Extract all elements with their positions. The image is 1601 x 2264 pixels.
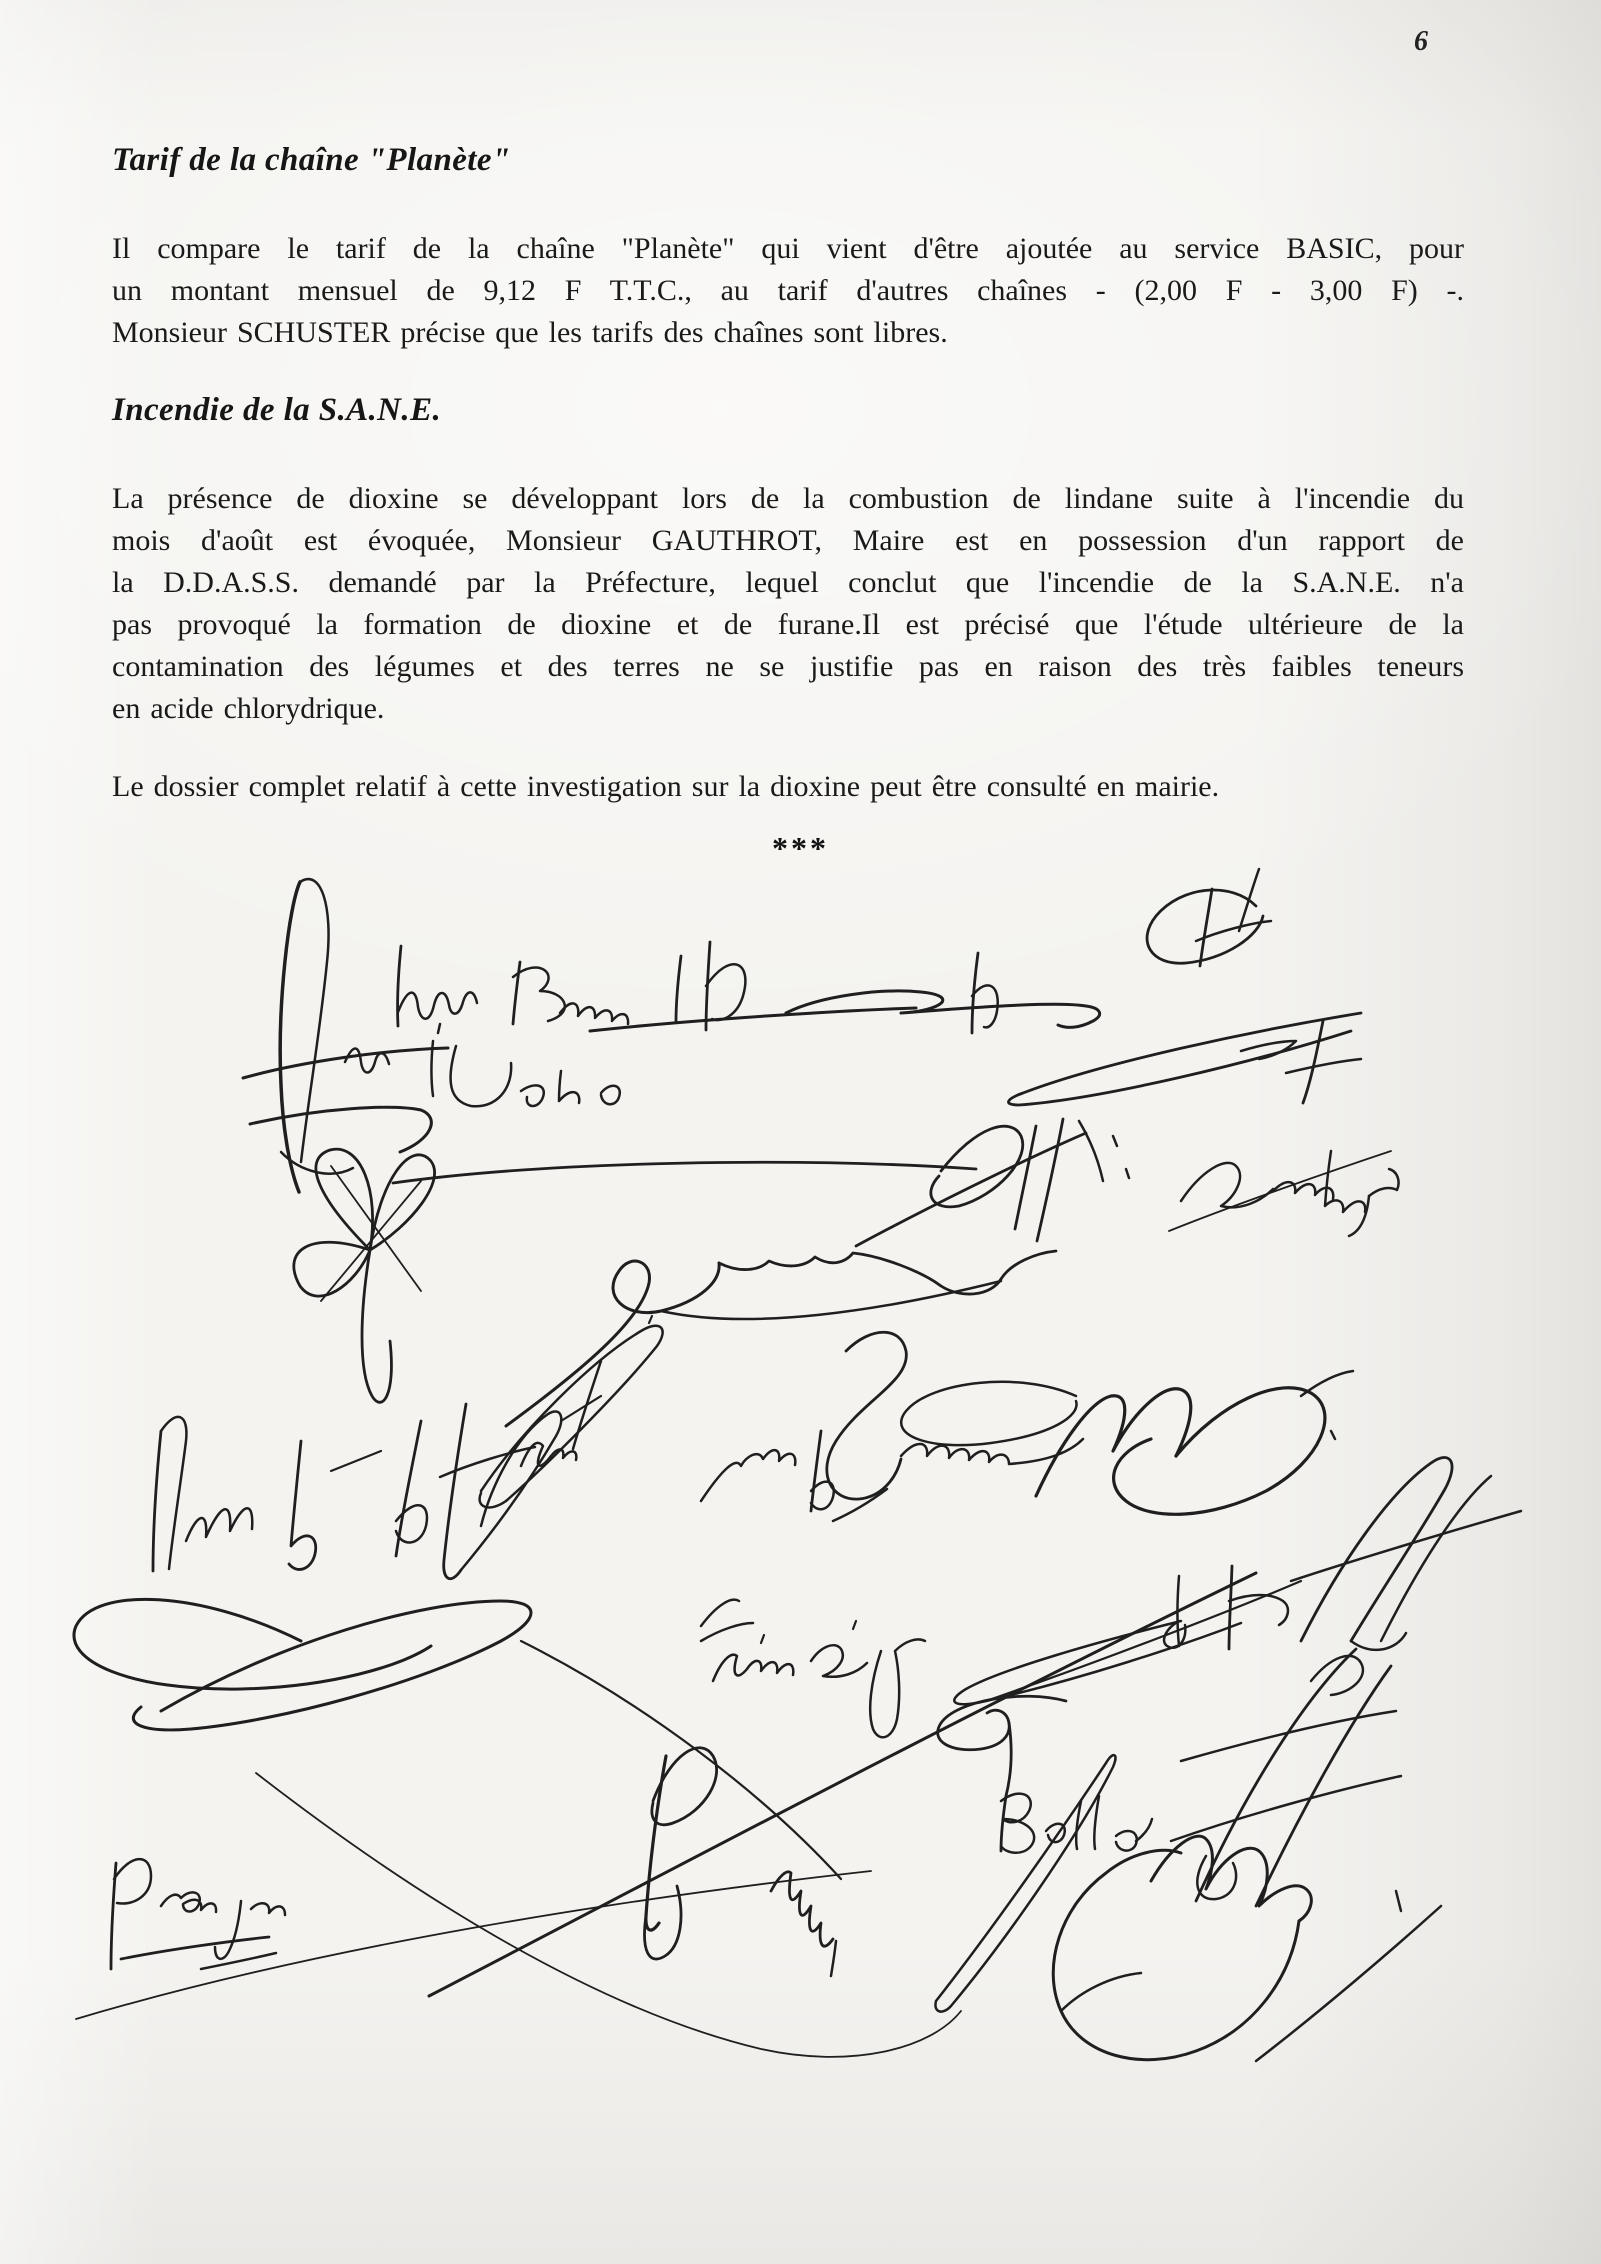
ink-stroke bbox=[1229, 1566, 1232, 1649]
ink-stroke bbox=[362, 1250, 391, 1402]
section-incendie-heading: Incendie de la S.A.N.E. bbox=[112, 392, 442, 428]
ink-stroke bbox=[133, 1601, 531, 1730]
ink-stroke bbox=[201, 1953, 276, 1969]
ink-stroke bbox=[901, 1382, 1076, 1445]
ink-stroke bbox=[398, 992, 477, 1018]
ink-stroke bbox=[1171, 1776, 1401, 1841]
text-line: La présence de dioxine se développant lors de la combustion de lindane suite à l'incendie du bbox=[112, 482, 1464, 515]
page-number: 6 bbox=[1414, 26, 1428, 57]
text-line: un montant mensuel de 9,12 F T.T.C., au tarif d'autres chaînes - (2,00 F - 3,00 F) -. bbox=[112, 274, 1464, 307]
ink-stroke bbox=[1015, 1126, 1036, 1229]
ink-stroke bbox=[1079, 1121, 1103, 1181]
ink-stroke bbox=[1113, 1136, 1117, 1146]
ink-stroke bbox=[521, 1085, 544, 1106]
ink-stroke bbox=[153, 1431, 161, 1571]
ink-stroke bbox=[74, 1599, 431, 1689]
ink-stroke bbox=[661, 1281, 1001, 1319]
signature-long-arc bbox=[393, 1162, 976, 1183]
ink-stroke bbox=[396, 1421, 421, 1556]
ink-stroke bbox=[701, 1600, 739, 1626]
ink-stroke bbox=[1094, 1796, 1099, 1849]
ink-stroke bbox=[331, 1451, 381, 1471]
signature-p-diagonal bbox=[429, 1573, 1256, 2012]
ink-stroke bbox=[480, 1326, 663, 1508]
ink-stroke bbox=[393, 1162, 976, 1183]
ink-stroke bbox=[1396, 1891, 1401, 1911]
ink-stroke bbox=[1301, 1457, 1452, 1641]
signature-g-bottom-right bbox=[1053, 1836, 1441, 2061]
ink-stroke bbox=[506, 1261, 719, 1426]
signature-grandjean bbox=[1169, 1151, 1399, 1236]
text-line: Monsieur SCHUSTER précise que les tarifs des chaînes sont libres. bbox=[112, 316, 948, 349]
ink-stroke bbox=[1291, 1511, 1521, 1581]
ink-stroke bbox=[121, 1937, 269, 1959]
ink-stroke bbox=[186, 1508, 252, 1541]
ink-stroke bbox=[1200, 889, 1212, 966]
ink-stroke bbox=[1286, 1059, 1361, 1073]
ink-stroke bbox=[1239, 869, 1259, 931]
signature-jainville bbox=[480, 1316, 663, 1507]
ink-stroke bbox=[429, 1573, 1256, 1996]
ink-stroke bbox=[1181, 1711, 1396, 1761]
ink-stroke bbox=[771, 1872, 833, 1946]
ink-stroke bbox=[1256, 1666, 1391, 1906]
ink-stroke bbox=[114, 1859, 151, 1903]
text-line: Le dossier complet relatif à cette investigation sur la dioxine peut être consulté en mairie. bbox=[112, 770, 1220, 803]
ink-stroke bbox=[513, 967, 565, 1021]
signature-prouyer bbox=[111, 1859, 285, 1969]
text-line: la D.D.A.S.S. demandé par la Préfecture, lequel conclut que l'incendie de la S.A.N.E. n'a bbox=[112, 566, 1464, 599]
ink-stroke bbox=[870, 1639, 925, 1737]
ink-stroke bbox=[706, 964, 745, 1020]
signature-timzelig bbox=[701, 1600, 925, 1738]
ink-stroke bbox=[289, 1441, 316, 1569]
ink-stroke bbox=[931, 1126, 1023, 1207]
ink-stroke bbox=[853, 1621, 856, 1629]
signature-mu-bottom bbox=[771, 1872, 836, 1976]
ink-stroke bbox=[521, 1641, 841, 1879]
text-line: contamination des légumes et des terres ne se justifie pas en raison des très faibles teneurs bbox=[112, 650, 1464, 683]
ink-stroke bbox=[256, 1773, 961, 2057]
signature-louis-bertrand bbox=[398, 942, 916, 1031]
signature-j-drole bbox=[432, 1024, 620, 1106]
ink-stroke bbox=[440, 1447, 535, 1477]
ink-stroke bbox=[1381, 1476, 1491, 1641]
ink-stroke bbox=[250, 1107, 431, 1152]
ink-stroke bbox=[1303, 1021, 1323, 1103]
text-line: pas provoqué la formation de dioxine et de furane.Il est précisé que l'étude ultérieure de la bbox=[112, 608, 1464, 641]
signature-right-edge-tall bbox=[1291, 1457, 1521, 1649]
signature-hubert-laforet bbox=[153, 1404, 561, 1579]
signature-md-loops bbox=[1036, 1371, 1353, 1514]
ink-stroke bbox=[251, 1903, 285, 1915]
ink-stroke bbox=[811, 1645, 867, 1677]
ink-stroke bbox=[954, 1621, 1241, 1704]
ink-stroke bbox=[590, 1008, 916, 1031]
ink-stroke bbox=[1351, 1633, 1406, 1650]
ink-stroke bbox=[1331, 1431, 1335, 1439]
ink-stroke bbox=[444, 1404, 466, 1579]
signature-flat-tail bbox=[786, 953, 1100, 1033]
ink-stroke bbox=[701, 1450, 795, 1501]
ink-stroke bbox=[1369, 1169, 1399, 1196]
ink-stroke bbox=[786, 991, 1100, 1027]
ink-stroke bbox=[432, 1041, 434, 1096]
ink-stroke bbox=[1053, 1850, 1299, 2059]
ink-stroke bbox=[1181, 1163, 1273, 1207]
signature-bello bbox=[938, 1696, 1152, 1853]
section-tarif-heading: Tarif de la chaîne "Planète" bbox=[112, 142, 511, 178]
ink-stroke bbox=[1256, 1906, 1441, 2061]
ink-stroke bbox=[1197, 1856, 1236, 1899]
text-line: mois d'août est évoquée, Monsieur GAUTHROT, Maire est en possession d'un rapport de bbox=[112, 524, 1464, 557]
ink-stroke bbox=[561, 1396, 601, 1421]
ink-stroke bbox=[713, 1655, 793, 1681]
ink-stroke bbox=[827, 1332, 907, 1499]
signature-de-flourish bbox=[1147, 869, 1271, 966]
ink-stroke bbox=[719, 1251, 1056, 1294]
ink-stroke bbox=[1061, 1973, 1141, 2011]
signature-mulbury bbox=[701, 1431, 887, 1521]
ink-stroke bbox=[1136, 1819, 1152, 1841]
ink-stroke bbox=[215, 1901, 241, 1959]
ink-stroke bbox=[1325, 1151, 1365, 1212]
signature-alpio bbox=[856, 1119, 1129, 1246]
section-separator: *** bbox=[772, 830, 829, 866]
ink-stroke bbox=[701, 1623, 753, 1641]
ink-stroke bbox=[1037, 1119, 1063, 1241]
text-line: Il compare le tarif de la chaîne "Planète" qui vient d'être ajoutée au service BASIC, pour bbox=[112, 232, 1464, 265]
ink-stroke bbox=[316, 1149, 373, 1250]
ink-stroke bbox=[161, 1417, 186, 1569]
signature-clover-doodle bbox=[294, 1149, 435, 1402]
ink-stroke bbox=[676, 956, 681, 1021]
ink-stroke bbox=[1151, 1836, 1311, 1921]
ink-stroke bbox=[1273, 1182, 1333, 1199]
signature-tall-j bbox=[243, 879, 448, 1192]
text-line: en acide chlorydrique. bbox=[112, 692, 385, 725]
ink-stroke bbox=[1126, 1169, 1129, 1178]
signature-hash-cross bbox=[1171, 1649, 1401, 1906]
ink-stroke bbox=[398, 946, 401, 1026]
signature-sternau bbox=[827, 1332, 1083, 1499]
ink-stroke bbox=[831, 1941, 836, 1976]
ink-stroke bbox=[300, 879, 329, 1162]
ink-stroke bbox=[1116, 1831, 1137, 1851]
ink-stroke bbox=[649, 1316, 652, 1323]
ink-stroke bbox=[811, 1431, 821, 1511]
ink-stroke bbox=[161, 1892, 216, 1912]
ink-stroke bbox=[1169, 1151, 1391, 1231]
ink-stroke bbox=[438, 1024, 440, 1033]
ink-stroke bbox=[461, 1411, 561, 1570]
ink-stroke bbox=[559, 1071, 579, 1103]
ink-stroke bbox=[833, 1489, 887, 1521]
ink-stroke bbox=[761, 1635, 764, 1643]
ink-stroke bbox=[280, 882, 300, 1192]
ink-stroke bbox=[646, 1756, 666, 1930]
ink-stroke bbox=[856, 1133, 1086, 1246]
signature-big-loops-left bbox=[74, 1599, 961, 2057]
ink-stroke bbox=[451, 1046, 512, 1106]
ink-stroke bbox=[601, 1086, 620, 1105]
ink-stroke bbox=[560, 1003, 628, 1024]
